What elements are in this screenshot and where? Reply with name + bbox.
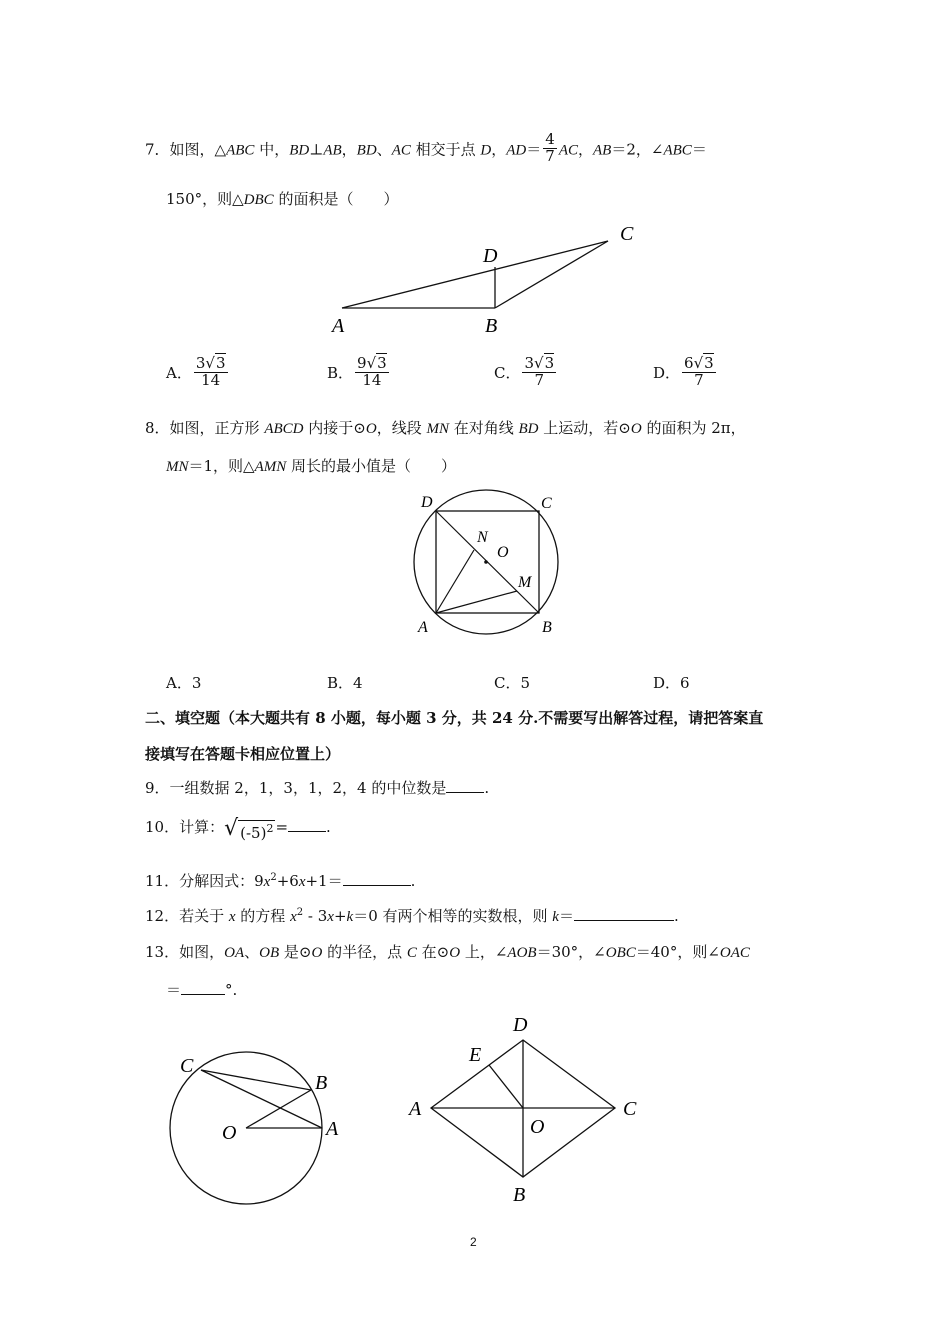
svg-text:A: A [418,619,428,636]
svg-text:B: B [542,619,552,636]
q8-line2: MN＝1，则△AMN 周长的最小值是（ ） [166,457,457,475]
segment-ac [342,241,608,308]
svg-text:D: D [513,1014,528,1036]
segment-bc [495,241,608,308]
section2-heading-line1: 二、填空题（本大题共有 8 小题，每小题 3 分，共 24 分.不需要写出解答过程，请把答案直 [145,709,764,727]
page-number: 2 [470,1235,477,1249]
q7-option-a[interactable]: A． $\frac{3√3}{14}$ [166,354,226,389]
segment-eo [489,1065,523,1108]
q13-line1: 13．如图，OA、OB 是⊙O 的半径，点 C 在⊙O 上，∠AOB＝30°，∠OBC＝40°，则∠OAC [145,943,750,961]
section2-heading-line2: 接填写在答题卡相应位置上） [145,745,341,763]
q12: 12．若关于 x 的方程 $x^2 - 3x+k=0$ 有两个相等的实数根，则 k＝ . [145,907,679,925]
q10: 10．计算：√ $(-5)^2$ = . [145,816,331,842]
segment-an [436,550,474,613]
q7-fraction: $\frac{4}{7}$ [545,130,555,165]
q7-figure [320,220,660,340]
q7-option-b[interactable]: B． $\frac{9√3}{14}$ [327,354,387,389]
q8-option-a[interactable]: A．3 [166,674,202,692]
svg-text:C: C [180,1055,194,1077]
q8-option-b[interactable]: B．4 [327,674,363,692]
q11: 11．分解因式：$9x^2+6x+1=$ . [145,872,416,890]
q8-option-d[interactable]: D．6 [653,674,690,692]
segment-am [436,591,517,613]
q10-answer-blank[interactable] [288,830,326,832]
q13-line2: ＝ °. [166,981,238,999]
svg-text:E: E [469,1044,482,1066]
q7-option-c[interactable]: C． $\frac{3√3}{7}$ [494,354,555,389]
q9: 9．一组数据 2，1，3，1，2，4 的中位数是 . [145,779,490,797]
q13-answer-blank[interactable] [181,993,225,995]
q8-figure [405,485,575,645]
q11-answer-blank[interactable] [343,884,411,886]
svg-text:B: B [513,1184,526,1206]
q9-answer-blank[interactable] [446,791,484,793]
svg-text:A: A [409,1098,422,1120]
svg-text:A: A [326,1118,339,1140]
q7-option-d[interactable]: D． $\frac{6√3}{7}$ [653,354,714,389]
q7-line2: 150°，则△DBC 的面积是（ ） [166,190,399,208]
svg-text:B: B [315,1072,328,1094]
svg-text:M: M [518,574,532,591]
svg-text:C: C [623,1098,637,1120]
svg-text:N: N [477,529,488,546]
rhombus-figure [400,1005,655,1210]
svg-text:O: O [497,544,509,561]
segment-cb [201,1070,311,1090]
q8-line1: 8．如图，正方形 ABCD 内接于⊙O，线段 MN 在对角线 BD 上运动，若⊙O 的面积为 2π， [145,419,746,437]
label-d: D [483,245,498,267]
label-a: A [332,315,345,337]
svg-text:D: D [421,494,433,511]
svg-text:C: C [541,495,552,512]
svg-text:O: O [530,1116,545,1138]
svg-text:O: O [222,1122,237,1144]
label-c: C [620,223,634,245]
center-dot [484,560,488,564]
q12-answer-blank[interactable] [574,919,674,921]
q7-line1: 7．如图，△ABC 中，BD⊥AB，BD、AC 相交于点 D，AD＝ $\frac{4}{7}$ AC，AB＝2，∠ABC＝ [145,130,707,165]
q13-figure [160,1040,360,1210]
q8-option-c[interactable]: C．5 [494,674,531,692]
label-b: B [485,315,498,337]
